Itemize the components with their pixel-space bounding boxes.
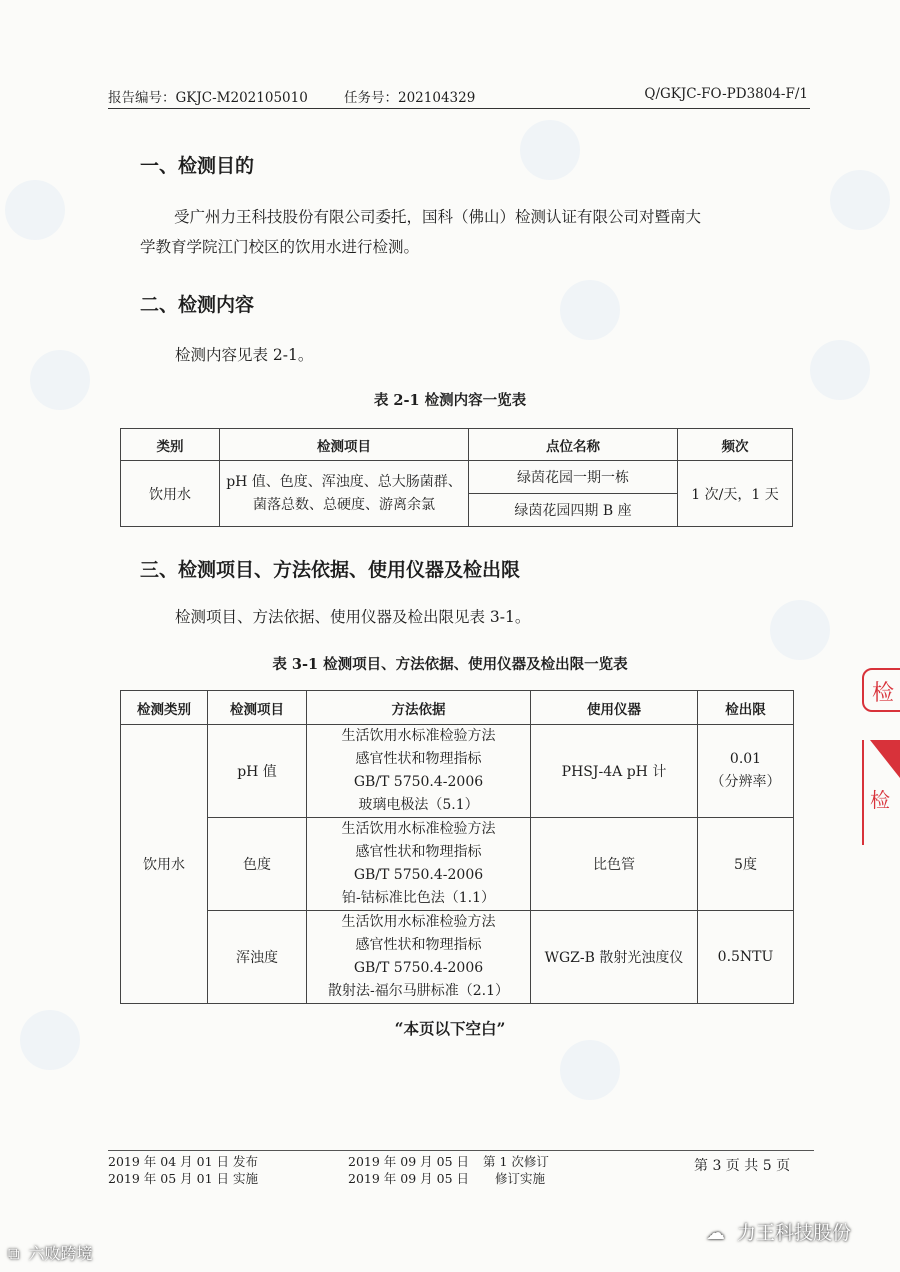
header-divider xyxy=(108,108,810,109)
limit-value: 0.01 xyxy=(729,751,762,767)
section-3-text: 检测项目、方法依据、使用仪器及检出限见表 3-1。 xyxy=(175,608,531,626)
implement-date: 2019 年 05 月 01 日 实施 xyxy=(108,1171,258,1186)
footer-issue-dates xyxy=(108,1153,258,1187)
document-code: Q/GKJC-FO-PD3804-F/1 xyxy=(644,86,808,102)
instrument-cell: PHSJ-4A pH 计 xyxy=(531,725,698,818)
watermark-left-text: 六败跨境 xyxy=(28,1244,93,1263)
table-3-1-caption: 表 3-1 检测项目、方法依据、使用仪器及检出限一览表 xyxy=(272,656,628,673)
item-cell: 色度 xyxy=(208,818,307,911)
section-1-line-1: 受广州力王科技股份有限公司委托，国科（佛山）检测认证有限公司对暨南大 xyxy=(174,208,702,226)
instrument-cell: WGZ-B 散射光浊度仪 xyxy=(531,911,698,1004)
method-line: GB/T 5750.4-2006 xyxy=(353,774,484,790)
limit-note: （分辨率） xyxy=(710,774,781,790)
watermark-seal xyxy=(5,180,65,240)
footer-divider xyxy=(108,1150,814,1151)
category-cell: 饮用水 xyxy=(121,725,208,1004)
table-row xyxy=(121,818,794,911)
table-header: 检测项目 xyxy=(208,691,307,725)
method-cell xyxy=(307,818,531,911)
method-cell xyxy=(307,911,531,1004)
method-line: GB/T 5750.4-2006 xyxy=(353,960,484,976)
watermark-logo-icon: ⧉ xyxy=(8,1244,20,1263)
watermark-seal xyxy=(560,280,620,340)
section-1-title: 一、检测目的 xyxy=(140,155,255,177)
method-line: 生活饮用水标准检验方法 xyxy=(341,728,496,744)
method-line: GB/T 5750.4-2006 xyxy=(353,867,484,883)
site-cell: 绿茵花园四期 B 座 xyxy=(469,494,678,527)
limit-cell: 5度 xyxy=(698,818,794,911)
method-line: 玻璃电极法（5.1） xyxy=(358,797,479,813)
blank-page-note: “本页以下空白” xyxy=(394,1019,506,1038)
table-header: 使用仪器 xyxy=(531,691,698,725)
method-line: 感官性状和物理指标 xyxy=(355,844,482,860)
revision-date: 2019 年 09 月 05 日 xyxy=(348,1154,469,1169)
footer-revision xyxy=(348,1153,549,1187)
method-line: 铂-钴标准比色法（1.1） xyxy=(342,890,495,906)
watermark-right xyxy=(706,1218,851,1245)
items-line: pH 值、色度、浑浊度、总大肠菌群、 xyxy=(226,473,462,490)
method-line: 感官性状和物理指标 xyxy=(355,937,482,953)
red-seal-stamp-partial xyxy=(862,740,900,845)
table-header: 检测类别 xyxy=(121,691,208,725)
section-1-paragraph xyxy=(140,202,820,262)
table-header: 点位名称 xyxy=(469,429,678,461)
watermark-seal xyxy=(830,170,890,230)
report-number: 报告编号：GKJC-M202105010 xyxy=(108,90,308,106)
revision-label: 修订实施 xyxy=(494,1171,545,1186)
site-cell: 绿茵花园一期一栋 xyxy=(469,461,678,494)
watermark-seal xyxy=(560,1040,620,1100)
watermark-seal xyxy=(520,120,580,180)
section-1-line-2: 学教育学院江门校区的饮用水进行检测。 xyxy=(140,238,420,256)
section-2-text: 检测内容见表 2-1。 xyxy=(175,346,314,364)
category-cell: 饮用水 xyxy=(121,461,220,527)
item-cell: pH 值 xyxy=(208,725,307,818)
table-3-1 xyxy=(120,690,794,1004)
red-seal-stamp xyxy=(862,668,900,712)
stamp-text: 检 xyxy=(872,681,895,706)
table-header: 检出限 xyxy=(698,691,794,725)
item-cell: 浑浊度 xyxy=(208,911,307,1004)
stamp-text: 检 xyxy=(870,788,890,812)
method-line: 散射法-福尔马肼标准（2.1） xyxy=(328,983,509,999)
table-header: 频次 xyxy=(678,429,793,461)
limit-cell xyxy=(698,725,794,818)
section-3-title: 三、检测项目、方法依据、使用仪器及检出限 xyxy=(140,559,521,581)
watermark-left xyxy=(8,1241,93,1264)
watermark-right-text: 力王科技股份 xyxy=(737,1222,852,1244)
items-cell xyxy=(220,461,469,527)
method-line: 生活饮用水标准检验方法 xyxy=(341,821,496,837)
table-row xyxy=(121,911,794,1004)
revision-label: 第 1 次修订 xyxy=(482,1154,549,1169)
frequency-cell: 1 次/天，1 天 xyxy=(678,461,793,527)
table-header: 检测项目 xyxy=(220,429,469,461)
table-header: 类别 xyxy=(121,429,220,461)
wechat-icon: ☁ xyxy=(706,1222,725,1244)
instrument-cell: 比色管 xyxy=(531,818,698,911)
limit-cell: 0.5NTU xyxy=(698,911,794,1004)
section-2-title: 二、检测内容 xyxy=(140,294,255,316)
table-row xyxy=(121,725,794,818)
method-line: 感官性状和物理指标 xyxy=(355,751,482,767)
method-line: 生活饮用水标准检验方法 xyxy=(341,914,496,930)
page-number: 第 3 页 共 5 页 xyxy=(694,1158,791,1174)
method-cell xyxy=(307,725,531,818)
table-2-1 xyxy=(120,428,793,527)
revision-date: 2019 年 09 月 05 日 xyxy=(348,1171,469,1186)
table-2-1-caption: 表 2-1 检测内容一览表 xyxy=(373,392,527,409)
watermark-seal xyxy=(770,600,830,660)
task-number: 任务号：202104329 xyxy=(344,90,476,106)
issue-date: 2019 年 04 月 01 日 发布 xyxy=(108,1154,258,1169)
table-header: 方法依据 xyxy=(307,691,531,725)
stamp-triangle-icon xyxy=(870,740,900,780)
items-line: 菌落总数、总硬度、游离余氯 xyxy=(253,496,435,513)
